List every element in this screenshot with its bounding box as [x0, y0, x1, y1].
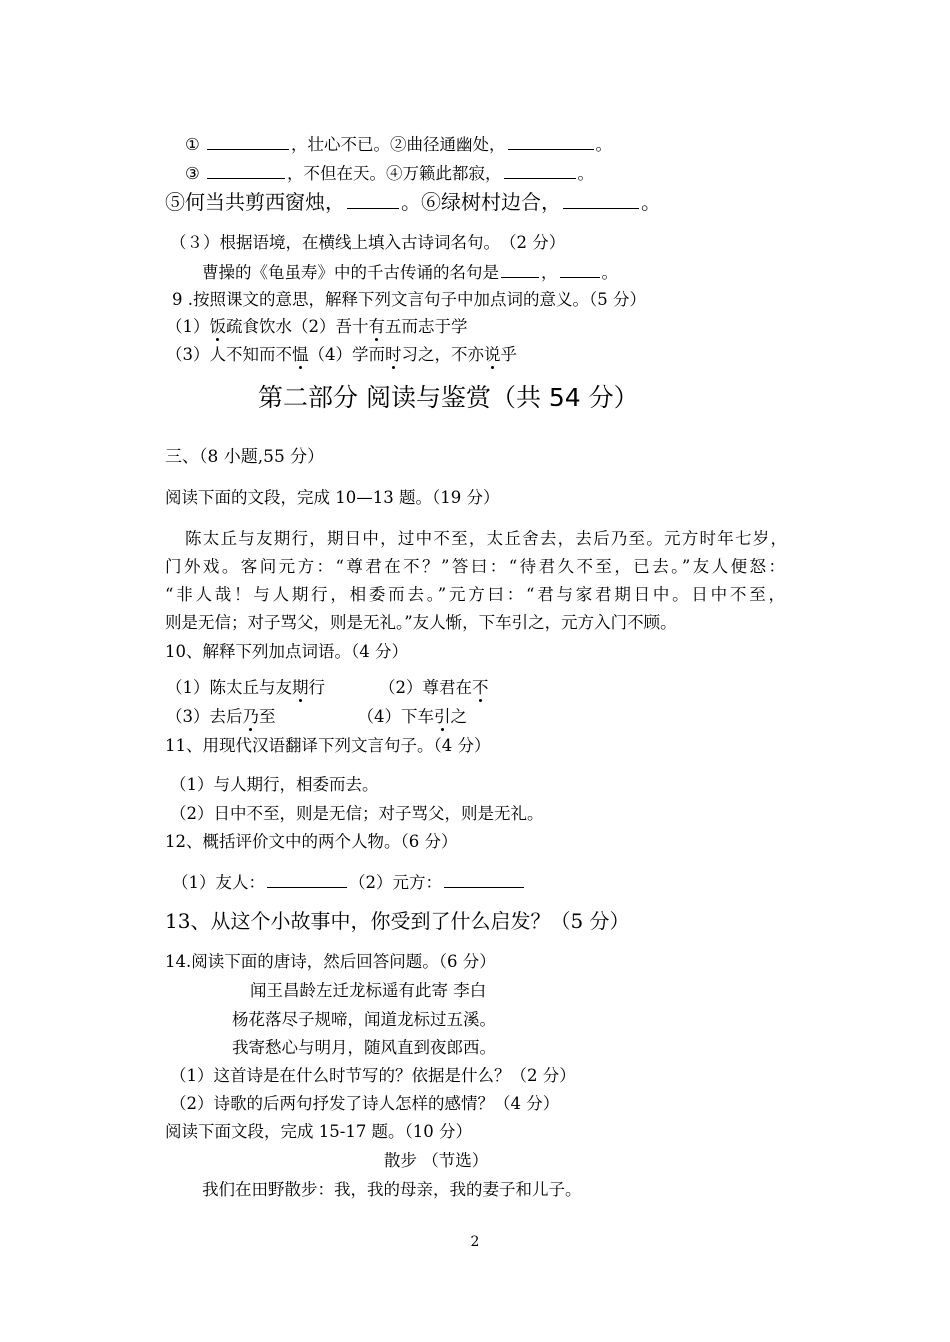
answer-blank[interactable] — [207, 133, 289, 150]
dotted-word: 不 — [472, 678, 489, 697]
question-9-items-a — [166, 316, 468, 338]
question-3: （３）根据语境，在横线上填入古诗词名句。 （2 分） — [170, 233, 566, 252]
text: 曹操的《龟虽寿》中的千古传诵的名句是 — [202, 263, 499, 282]
text: ⑤何当共剪西窗烛， — [165, 190, 345, 214]
text: （1） — [166, 317, 210, 336]
text: ，不但在天。④万籁此都寂， — [287, 164, 502, 183]
text: 。 — [601, 263, 618, 282]
dotted-word: 期 — [292, 678, 309, 697]
poem-line: 杨花落尽子规啼，闻道龙标过五溪。 — [232, 1010, 496, 1029]
essay-line: 我们在田野散步：我，我的母亲，我的妻子和儿子。 — [202, 1180, 582, 1199]
dotted-word: 引 — [434, 707, 451, 726]
text: （2）尊君在 — [379, 678, 472, 697]
answer-blank[interactable] — [560, 261, 600, 278]
question-11-item: （1）与人期行，相委而去。 — [170, 775, 379, 794]
poem-line: 我寄愁心与明月，随风直到夜郎西。 — [232, 1038, 496, 1057]
passage-line: 陈太丘与友期行，期日中，过中不至，太丘舍去，去后乃至。元方时年七岁， — [185, 529, 787, 548]
poem-title: 闻王昌龄左迁龙标遥有此寄 李白 — [250, 981, 487, 1000]
text: 至 — [259, 707, 276, 726]
question-11-item: （2）日中不至，则是无信；对子骂父，则是无礼。 — [170, 804, 544, 823]
text: 习之，不亦 — [401, 345, 484, 364]
fill-line-3 — [165, 189, 661, 215]
text: （4）下车 — [357, 707, 434, 726]
dotted-word: 说 — [484, 345, 501, 364]
passage-line: 门外戏。客问元方：“尊君在不？”答曰：“待君久不至，已去。”友人便怒： — [165, 557, 785, 576]
question-14-item: （2）诗歌的后两句抒发了诗人怎样的感情？（4 分） — [170, 1094, 560, 1113]
dotted-word: 饭 — [209, 317, 226, 336]
text: 疏食饮水（2）吾十 — [226, 317, 369, 336]
question-10: 10、解释下列加点词语。（4 分） — [165, 642, 408, 661]
text: ，壮心不已。②曲径通幽处， — [291, 135, 506, 154]
text: （3）去后 — [166, 707, 243, 726]
answer-blank[interactable] — [444, 871, 524, 888]
question-12: 12、概括评价文中的两个人物。（6 分） — [165, 832, 458, 851]
reading-instruction: 阅读下面的文段，完成 10—13 题。（19 分） — [165, 488, 500, 507]
text: （1）陈太丘与友 — [166, 678, 292, 697]
dotted-word: 有 — [368, 317, 385, 336]
question-13: 13、从这个小故事中，你受到了什么启发？（5 分） — [165, 909, 630, 933]
passage-line: “非人哉！与人期行，相委而去。”元方曰：“君与家君期日中。日中不至， — [165, 585, 785, 604]
question-9-items-b — [166, 344, 517, 366]
question-9: 9 .按照课文的意思，解释下列文言句子中加点词的意义。（5 分） — [172, 290, 646, 309]
question-10-items-b — [166, 706, 467, 728]
section-heading: 三、（8 小题,55 分） — [165, 447, 325, 467]
text: （3）人不知而不 — [166, 345, 292, 364]
question-11: 11、用现代汉语翻译下列文言句子。（4 分） — [165, 736, 491, 755]
part-title: 第二部分 阅读与鉴赏（共 54 分） — [258, 383, 639, 412]
reading-instruction: 阅读下面文段，完成 15-17 题。（10 分） — [165, 1122, 473, 1141]
text: ③ — [185, 164, 206, 183]
answer-blank[interactable] — [563, 192, 639, 209]
text: （2）元方： — [349, 873, 442, 892]
fill-line-1 — [185, 133, 612, 156]
dotted-word: 愠 — [292, 345, 309, 364]
page-number: 2 — [470, 1234, 480, 1250]
question-14: 14.阅读下面的唐诗，然后回答问题。（6 分） — [165, 952, 496, 971]
text: 。 — [595, 135, 613, 154]
text: 。⑥绿树村边合， — [401, 190, 561, 214]
essay-title: 散步 （节选） — [384, 1151, 489, 1170]
text: （1）友人： — [172, 873, 265, 892]
text: 乎 — [500, 345, 517, 364]
answer-blank[interactable] — [508, 133, 594, 150]
answer-blank[interactable] — [207, 162, 285, 179]
dotted-word: 乃 — [242, 707, 259, 726]
dotted-word: 时 — [385, 345, 402, 364]
answer-blank[interactable] — [267, 871, 347, 888]
passage-line: 则是无信；对子骂父，则是无礼。”友人惭，下车引之，元方入门不顾。 — [165, 613, 677, 632]
answer-blank[interactable] — [347, 192, 399, 209]
text: ① — [185, 135, 206, 154]
question-14-item: （1）这首诗是在什么时节写的？依据是什么？（2 分） — [170, 1066, 576, 1085]
text: 五而志于学 — [385, 317, 468, 336]
text: 行 — [308, 678, 325, 697]
answer-blank[interactable] — [501, 261, 539, 278]
text: 。 — [641, 190, 661, 214]
answer-blank[interactable] — [504, 162, 576, 179]
text: 。 — [577, 164, 595, 183]
question-10-items-a — [166, 677, 489, 699]
text: ， — [541, 263, 558, 282]
question-12-sub — [172, 871, 526, 894]
text: （4）学而 — [308, 345, 385, 364]
question-3-sub — [202, 261, 618, 284]
text: 之 — [450, 707, 467, 726]
fill-line-2 — [185, 162, 594, 185]
